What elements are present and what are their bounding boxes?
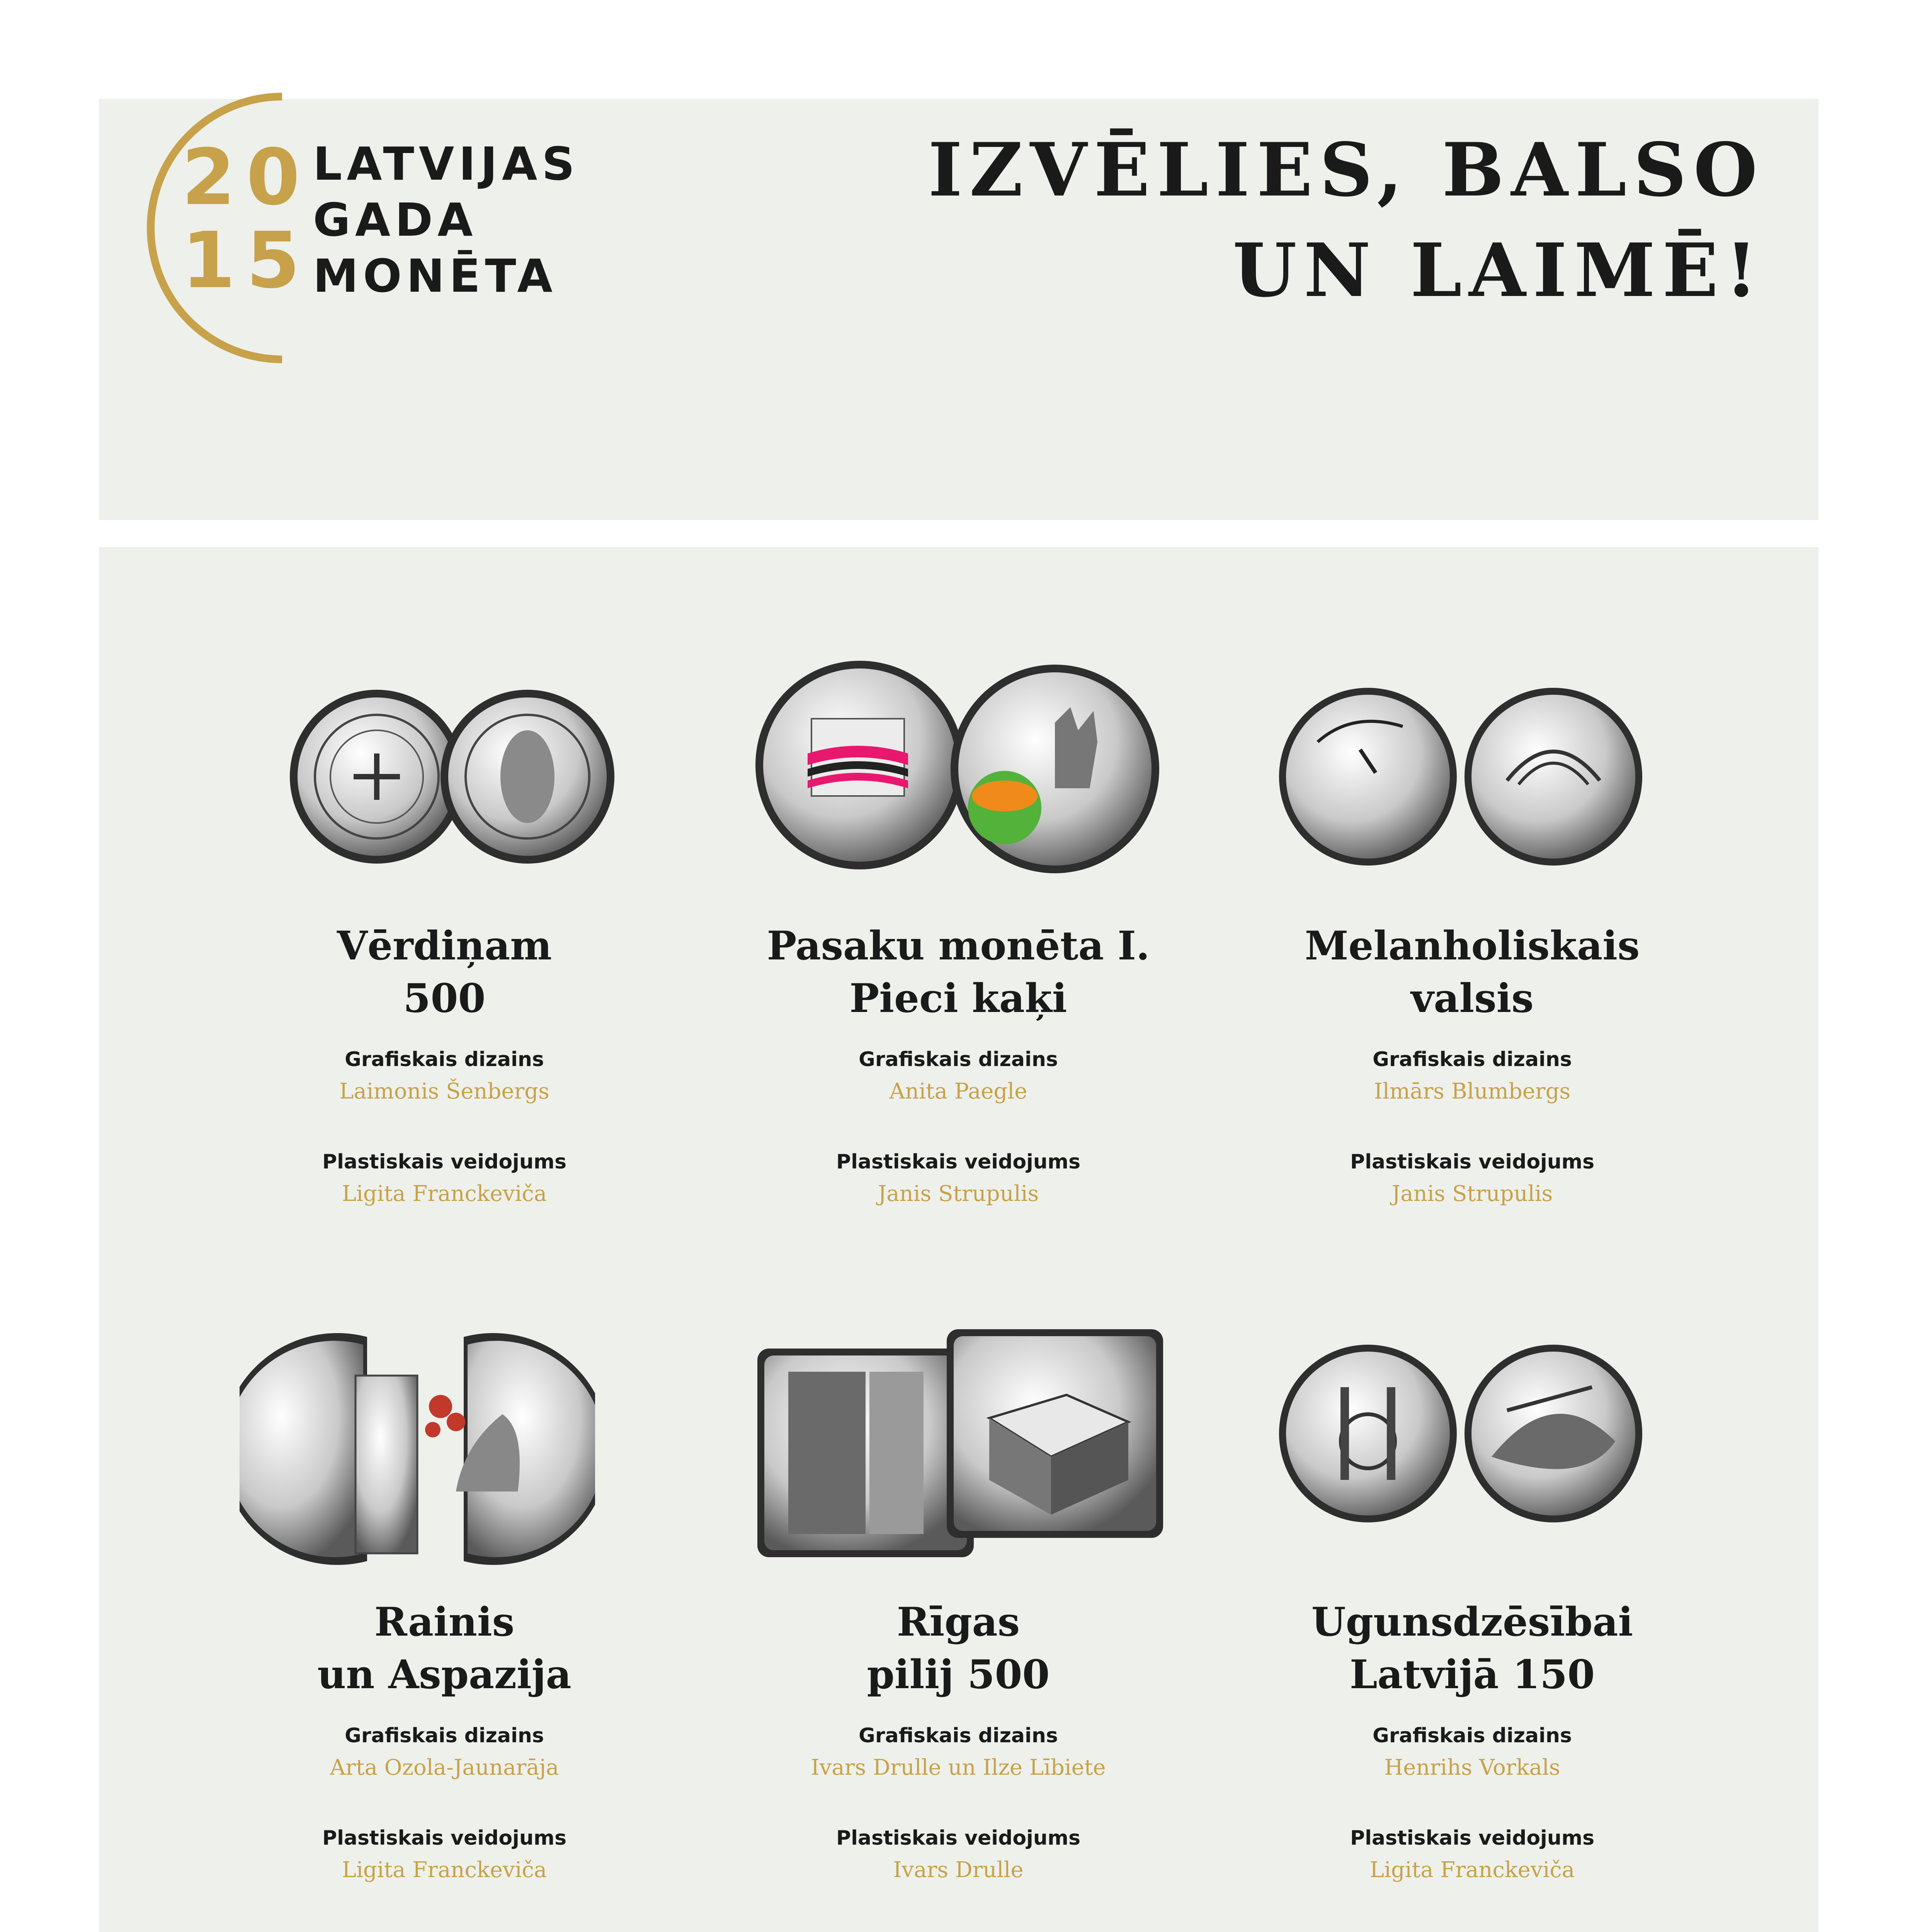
- sculpt-label: Plastiskais veidojums: [1350, 1150, 1595, 1173]
- coin-title-line-2: Pieci kaķi: [849, 975, 1067, 1022]
- coin-title-line-1: Rīgas: [896, 1599, 1020, 1645]
- sculpt-author: Ivars Drulle: [893, 1857, 1024, 1883]
- sculpt-author: Janis Strupulis: [1391, 1181, 1553, 1206]
- design-author: Laimonis Šenbergs: [339, 1079, 549, 1104]
- design-label: Grafiskais dizains: [859, 1048, 1058, 1071]
- logo-line-2: GADA: [313, 193, 478, 247]
- coin-title-line-1: Vērdiņam: [337, 923, 552, 969]
- design-author: Arta Ozola-Jaunarāja: [330, 1755, 559, 1780]
- sculpt-label: Plastiskais veidojums: [1350, 1827, 1595, 1850]
- coin-title-line-2: valsis: [1411, 975, 1534, 1022]
- sculpt-label: Plastiskais veidojums: [836, 1827, 1081, 1850]
- coin-ugunsdzesibai-image: [1275, 1341, 1654, 1526]
- coin-title-line-2: un Aspazija: [317, 1651, 572, 1698]
- logo-line-3: MONĒTA: [313, 249, 557, 303]
- logo-year-top: 20: [182, 133, 311, 223]
- coin-title-line-1: Melanholiskais: [1305, 923, 1640, 969]
- logo-year-bottom: 15: [182, 216, 311, 306]
- sculpt-author: Janis Strupulis: [878, 1181, 1039, 1206]
- coin-rigas-pilij-image: [757, 1329, 1167, 1561]
- sculpt-label: Plastiskais veidojums: [322, 1827, 567, 1850]
- design-label: Grafiskais dizains: [345, 1724, 544, 1747]
- design-label: Grafiskais dizains: [1373, 1048, 1572, 1071]
- coin-title-line-1: Pasaku monēta I.: [767, 923, 1150, 969]
- coin-title-line-2: Latvijā 150: [1349, 1651, 1595, 1698]
- logo-line-1: LATVIJAS: [313, 137, 580, 190]
- sculpt-author: Ligita Franckeviča: [1369, 1857, 1575, 1883]
- coin-card-ugunsdzesibai: [1221, 1596, 1723, 1883]
- coin-rainis-aspazija-image: [240, 1329, 595, 1569]
- design-label: Grafiskais dizains: [345, 1048, 544, 1071]
- headline-line-2: UN LAIMĒ!: [1233, 227, 1764, 313]
- coin-card-verdinam: [193, 920, 696, 1206]
- design-author: Ilmārs Blumbergs: [1374, 1079, 1571, 1104]
- sculpt-label: Plastiskais veidojums: [836, 1150, 1081, 1173]
- headline-line-1: IZVĒLIES, BALSO: [928, 127, 1764, 213]
- coin-card-rigas-pilij: [707, 1596, 1209, 1883]
- coin-pieci-kaki-image: [750, 657, 1167, 873]
- coin-title-line-2: pilij 500: [867, 1651, 1050, 1698]
- coin-verdinam-image: [286, 684, 622, 869]
- design-author: Anita Paegle: [889, 1079, 1027, 1104]
- coin-card-melanholiskais-valsis: [1221, 920, 1723, 1206]
- sculpt-author: Ligita Franckeviča: [342, 1857, 547, 1883]
- design-author: Ivars Drulle un Ilze Lībiete: [811, 1755, 1106, 1780]
- coin-title-line-2: 500: [403, 975, 486, 1022]
- coin-card-pieci-kaki: [707, 920, 1209, 1206]
- design-author: Henrihs Vorkals: [1384, 1755, 1560, 1780]
- design-label: Grafiskais dizains: [1373, 1724, 1572, 1747]
- coin-card-rainis-aspazija: [193, 1596, 696, 1883]
- sculpt-label: Plastiskais veidojums: [322, 1150, 567, 1173]
- coin-melanholiskais-valsis-image: [1275, 684, 1654, 869]
- coin-title-line-1: Rainis: [374, 1599, 515, 1645]
- design-label: Grafiskais dizains: [859, 1724, 1058, 1747]
- sculpt-author: Ligita Franckeviča: [342, 1181, 547, 1206]
- coin-title-line-1: Ugunsdzēsībai: [1311, 1599, 1633, 1645]
